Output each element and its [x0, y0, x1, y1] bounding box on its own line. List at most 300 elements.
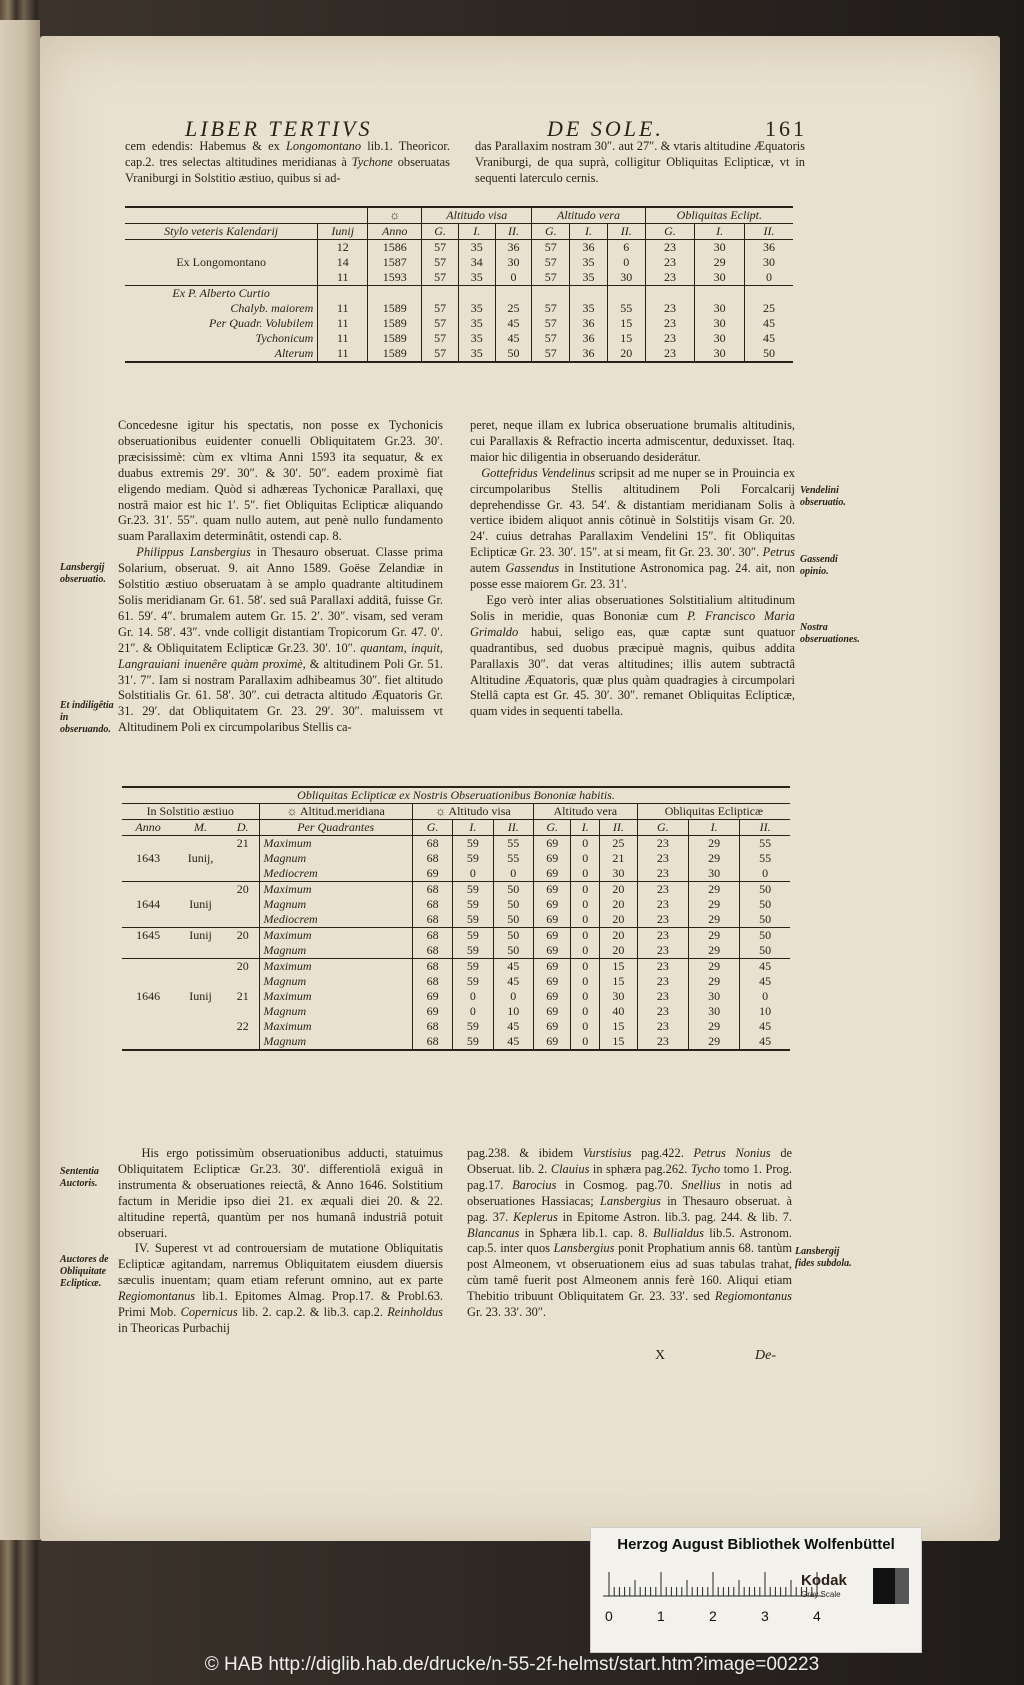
table-row: [122, 1004, 790, 1019]
day-cell: 21: [236, 989, 249, 1003]
day-cell: [227, 1004, 259, 1019]
table-header-row: [122, 820, 790, 836]
signature-mark: X: [655, 1348, 666, 1363]
month-cell: [174, 866, 227, 882]
column-header: II.: [493, 820, 533, 836]
table-cell: 59: [453, 836, 493, 852]
year-cell: [122, 1019, 174, 1034]
row-label: [125, 240, 318, 256]
table-cell: 69: [533, 943, 571, 959]
table-cell: 68: [412, 943, 452, 959]
row-label: Chalyb. maiorem: [230, 301, 314, 315]
table-cell: 23: [637, 1004, 688, 1019]
ruler-label: 3: [761, 1608, 769, 1624]
table-cell: 57: [532, 255, 570, 270]
gloss-lansbergij: Lansbergij obseruatio.: [60, 562, 106, 585]
table-cell: 23: [637, 959, 688, 975]
year-cell: [122, 974, 174, 989]
column-header: Per Quadrantes: [259, 820, 412, 836]
table-cell: 45: [495, 316, 532, 331]
table-cell: 69: [533, 928, 571, 944]
row-label: Alterum: [274, 346, 314, 360]
column-header: I.: [695, 224, 745, 240]
table-cell: 0: [571, 959, 600, 975]
day-cell: 20: [227, 882, 259, 898]
table-cell: 68: [412, 912, 452, 928]
table-cell: 45: [493, 959, 533, 975]
table-cell: 0: [571, 1034, 600, 1050]
mid-text-right: peret, neque illam ex lubrica obseruatione brumalis altitudinis, cui Parallaxis & Refractio incerta admiscentur, deduxisset. Itaq. maior hic diligentia in obseruando desiderátur. Gottefridus Vendelinus scripsit ad me nuper se in Prouincia ex circumpolaribus Stellis altitudinem Poli Forcalcarij deprehendisse Gr. 43. 54′. & distantiam meridianam Solis à vertice ibidem aliquot annis côtinuè in Solstitijs visam Gr. 20. 24′. cuius detrahas Parallaxim Vendelini 15″. fit Obliquitas Eclipticæ Gr. 23. 30′. 15″. at si meam, fit Gr. 23. 30′. 30″. Petrus autem Gassendus in Institutione Astronomica pag. 24. ait, non posse esse maiorem Gr. 23. 31′. Ego verò inter alias obseruationes Solstitialium altitudinum Solis in meridie, quas Bononiæ cum P. Francisco Maria Grimaldo habui, seligo eas, quæ captæ sunt quatuor quadrantibus, sed duobus præcipuè magnis, quibus addita Parallaxis 30″. dat veras altitudines; illis autem subtractâ Altitudine Æquatoris, quæ plus quàm quadragies à circumpolari Stellâ capta est Gr. 45. 30′. 30″. remanet Obliquitas Eclipticæ, quam vides in sequenti tabella.: [470, 418, 795, 719]
table-row: [125, 346, 793, 362]
table-cell: 50: [493, 882, 533, 898]
table-cell: 59: [453, 928, 493, 944]
table-cell: 69: [533, 866, 571, 882]
top-text-left: cem edendis: Habemus & ex Longomontano lib.1. Theoricor. cap.2. tres selectas altitudines meridianas à Tychone obseruatas Vraniburgi in Solstitio æstiuo, quibus si ad-: [125, 139, 450, 185]
table-cell: 1593: [368, 270, 422, 286]
table-cell: 29: [689, 974, 740, 989]
day-cell: 22: [236, 1019, 249, 1033]
month-cell: [174, 882, 227, 898]
table-cell: 23: [637, 1034, 688, 1050]
table-row: [122, 943, 790, 959]
table-cell: 59: [453, 1034, 493, 1050]
table-cell: 23: [645, 270, 695, 286]
table-cell: 0: [453, 1004, 493, 1019]
table-cell: 35: [458, 301, 495, 316]
table-row: [122, 882, 790, 898]
table-cell: 11: [318, 301, 368, 316]
table-cell: 30: [695, 270, 745, 286]
table-cell: 69: [533, 974, 571, 989]
table-cell: 35: [570, 270, 608, 286]
column-header: I.: [570, 224, 608, 240]
day-cell: 20: [227, 959, 259, 975]
table-cell: 57: [532, 316, 570, 331]
table-cell: [495, 286, 532, 302]
table-cell: 0: [607, 255, 645, 270]
table-cell: 57: [422, 255, 459, 270]
table-cell: 57: [532, 331, 570, 346]
running-head-left: LIBER TERTIVS: [185, 116, 373, 141]
table-cell: 34: [458, 255, 495, 270]
page-number: 161: [765, 116, 807, 141]
table-cell: 30: [744, 255, 793, 270]
table-cell: 45: [740, 959, 790, 975]
table-cell: 59: [453, 851, 493, 866]
table-row: [125, 240, 793, 256]
table-cell: 29: [689, 1019, 740, 1034]
table-cell: 21: [600, 851, 638, 866]
month-cell: [174, 943, 227, 959]
table-title: Obliquitas Eclipticæ ex Nostris Obseruationibus Bononiæ habitis.: [297, 788, 615, 802]
table-header-row: [122, 804, 790, 820]
table-cell: 59: [453, 974, 493, 989]
table-cell: 23: [637, 882, 688, 898]
table-cell: 45: [744, 316, 793, 331]
table-cell: 68: [412, 882, 452, 898]
month-cell: [174, 1034, 227, 1050]
quadrant-cell: Magnum: [259, 1034, 412, 1050]
table-cell: 30: [695, 346, 745, 362]
quadrant-cell: Mediocrem: [259, 866, 412, 882]
table-cell: 50: [495, 346, 532, 362]
group-header: Obliquitas Eclipticæ: [637, 804, 790, 820]
table-cell: 36: [744, 240, 793, 256]
group-header: ☼ Altitud.meridiana: [259, 804, 412, 820]
table-row: [122, 912, 790, 928]
table-cell: 1589: [368, 331, 422, 346]
table-cell: 69: [412, 1004, 452, 1019]
section-label: Ex P. Alberto Curtio: [125, 286, 318, 302]
table-cell: 11: [318, 316, 368, 331]
table-cell: 69: [533, 959, 571, 975]
year-cell: [122, 912, 174, 928]
table-cell: 50: [740, 943, 790, 959]
table-cell: 35: [458, 346, 495, 362]
table-cell: 50: [493, 912, 533, 928]
table-cell: 1587: [368, 255, 422, 270]
table-cell: 29: [689, 882, 740, 898]
table-cell: 12: [318, 240, 368, 256]
table-cell: 20: [600, 928, 638, 944]
gray-patch-black: [873, 1568, 895, 1604]
table-cell: 10: [493, 1004, 533, 1019]
group-header: Altitudo vera: [533, 804, 637, 820]
year-cell: 1644: [136, 897, 161, 911]
bottom-text-left: His ergo potissimùm obseruationibus adducti, statuimus Obliquitatem Eclipticæ Gr.23. 30′. differentiolâ exiguâ in instrumenta & obseruationes reiectâ, & Anno 1646. Solstitium factum in Meridie ipso diei 21. ex æquali diei 20. & 22. altitudine repertâ, quantùm per nos humanâ industriâ potuit obseruari. IV. Superest vt ad controuersiam de mutatione Obliquitatis Eclipticæ agitandam, narremus Obliquitatem eiusdem diuersis sæculis inuentam; quam etiam referunt omnino, aut ex parte Regiomontanus lib.1. Epitomes Almag. Prop.17. & Probl.63. Primi Mob. Copernicus lib. 2. cap.2. & lib.3. cap.2. Reinholdus in Theoricas Purbachij: [118, 1146, 443, 1335]
group-header: Altitudo visa: [422, 207, 532, 224]
table-cell: 20: [600, 897, 638, 912]
group-header: ☼ Altitudo visa: [412, 804, 533, 820]
table-row: [122, 959, 790, 975]
column-header: II.: [740, 820, 790, 836]
table-title-row: [122, 787, 790, 804]
table-cell: 30: [695, 331, 745, 346]
table-cell: 0: [453, 866, 493, 882]
year-cell: [122, 882, 174, 898]
table-cell: 23: [637, 989, 688, 1004]
table-cell: 68: [412, 1019, 452, 1034]
month-cell: Iunij: [189, 989, 212, 1003]
table-cell: 23: [637, 928, 688, 944]
table-cell: 23: [637, 897, 688, 912]
table-cell: [607, 286, 645, 302]
table-cell: 0: [493, 989, 533, 1004]
table-cell: 50: [493, 943, 533, 959]
table-row: [125, 316, 793, 331]
group-header: Altitudo vera: [532, 207, 645, 224]
table-cell: 69: [533, 882, 571, 898]
table-cell: 29: [689, 943, 740, 959]
table-cell: 20: [600, 943, 638, 959]
table-cell: 20: [600, 912, 638, 928]
table-cell: 45: [740, 1034, 790, 1050]
table-cell: 68: [412, 897, 452, 912]
sun-icon: ☼: [368, 207, 422, 224]
table-cell: 55: [740, 851, 790, 866]
quadrant-cell: Magnum: [259, 897, 412, 912]
table-cell: 69: [533, 1004, 571, 1019]
gloss-sententia: Sententia Auctoris.: [60, 1166, 99, 1189]
column-header: D.: [227, 820, 259, 836]
table-cell: 69: [412, 866, 452, 882]
table-row: [122, 897, 790, 912]
gloss-lansbergij-fides: Lansbergij fides subdola.: [795, 1246, 852, 1269]
group-header: In Solstitio æstiuo: [122, 804, 259, 820]
table-cell: 0: [571, 866, 600, 882]
quadrant-cell: Maximum: [259, 882, 412, 898]
header-blank: [125, 207, 368, 224]
table-cell: 36: [570, 240, 608, 256]
table-cell: 0: [571, 851, 600, 866]
table-cell: 30: [695, 240, 745, 256]
gloss-auctores: Auctores de Obliquitate Eclipticæ.: [60, 1254, 109, 1289]
month-cell: [174, 912, 227, 928]
year-cell: 1645: [122, 928, 174, 944]
table-cell: 57: [422, 346, 459, 362]
month-cell: Iunij: [174, 928, 227, 944]
table-cell: 69: [533, 1034, 571, 1050]
table-cell: 0: [453, 989, 493, 1004]
column-header: II.: [744, 224, 793, 240]
month-cell: [174, 1004, 227, 1019]
day-cell: [227, 851, 259, 866]
table-cell: 68: [412, 851, 452, 866]
month-cell: [174, 959, 227, 975]
table-row: [122, 1019, 790, 1034]
table-cell: 0: [571, 882, 600, 898]
column-header: Iunij: [318, 224, 368, 240]
table-cell: 69: [533, 989, 571, 1004]
table-cell: 29: [689, 1034, 740, 1050]
table-cell: 11: [318, 270, 368, 286]
gray-patch-dark: [895, 1568, 909, 1604]
table-cell: 57: [532, 301, 570, 316]
table-cell: 29: [689, 836, 740, 852]
table-cell: 0: [571, 1019, 600, 1034]
table-longomontano-curtio: [125, 206, 793, 363]
ruler-label: 1: [657, 1608, 665, 1624]
column-header: Anno: [122, 820, 174, 836]
table-cell: 50: [740, 897, 790, 912]
table-cell: 69: [412, 989, 452, 1004]
day-cell: 20: [227, 928, 259, 944]
table-cell: 0: [493, 866, 533, 882]
table-cell: 23: [645, 301, 695, 316]
month-cell: Iunij: [189, 897, 212, 911]
table-row: [122, 974, 790, 989]
table-cell: 57: [532, 346, 570, 362]
table-cell: 23: [637, 943, 688, 959]
table-header-row: [125, 224, 793, 240]
color-calibration-card: [590, 1527, 922, 1653]
gloss-gassendi: Gassendi opinio.: [800, 554, 838, 577]
table-cell: 30: [600, 866, 638, 882]
table-cell: 50: [744, 346, 793, 362]
quadrant-cell: Magnum: [259, 943, 412, 959]
table-cell: 0: [571, 912, 600, 928]
ruler-label: 2: [709, 1608, 717, 1624]
table-cell: 35: [570, 255, 608, 270]
table-cell: 0: [571, 989, 600, 1004]
table-row: [125, 301, 793, 316]
table-cell: 30: [695, 301, 745, 316]
table-cell: [695, 286, 745, 302]
year-cell: [122, 1034, 174, 1050]
column-header: I.: [571, 820, 600, 836]
table-cell: 45: [493, 1034, 533, 1050]
column-header: I.: [689, 820, 740, 836]
table-cell: 29: [689, 928, 740, 944]
table-cell: 50: [740, 928, 790, 944]
column-header: G.: [637, 820, 688, 836]
table-cell: 59: [453, 912, 493, 928]
column-header: II.: [607, 224, 645, 240]
table-cell: 15: [600, 1019, 638, 1034]
column-header: M.: [174, 820, 227, 836]
table-cell: 23: [637, 851, 688, 866]
table-cell: [744, 286, 793, 302]
column-header: G.: [422, 224, 459, 240]
table-cell: 45: [493, 1019, 533, 1034]
table-header-row: [125, 207, 793, 224]
table-cell: 1586: [368, 240, 422, 256]
table-cell: 0: [571, 1004, 600, 1019]
year-cell: [122, 1004, 174, 1019]
day-cell: [227, 1034, 259, 1050]
quadrant-cell: Magnum: [259, 1004, 412, 1019]
column-header: II.: [600, 820, 638, 836]
table-cell: 30: [695, 316, 745, 331]
table-cell: 57: [532, 270, 570, 286]
table-cell: 57: [422, 316, 459, 331]
table-cell: 69: [533, 1019, 571, 1034]
table-cell: 0: [571, 974, 600, 989]
table-cell: 1589: [368, 316, 422, 331]
table-cell: 45: [493, 974, 533, 989]
month-cell: [174, 1019, 227, 1034]
table-cell: 68: [412, 959, 452, 975]
quadrant-cell: Mediocrem: [259, 912, 412, 928]
table-cell: 45: [740, 974, 790, 989]
table-cell: 10: [740, 1004, 790, 1019]
running-head-center: DE SOLE.: [547, 116, 664, 141]
table-cell: 35: [458, 240, 495, 256]
row-label: Per Quadr. Volubilem: [208, 316, 314, 330]
year-cell: 1646: [136, 989, 161, 1003]
row-label: Tychonicum: [255, 331, 314, 345]
top-text-right: das Parallaxim nostram 30″. aut 27″. & vtaris altitudine Æquatoris Vraniburgi, de qua suprà, colligitur Obliquitas Eclipticæ, vt in sequenti laterculo cernis.: [475, 139, 805, 185]
table-row: [125, 286, 793, 302]
table-cell: 30: [689, 866, 740, 882]
quadrant-cell: Maximum: [259, 959, 412, 975]
table-cell: 0: [495, 270, 532, 286]
table-cell: 23: [645, 331, 695, 346]
row-label: [125, 270, 318, 286]
table-bononia-observations: [122, 786, 790, 1051]
table-cell: [532, 286, 570, 302]
table-cell: 30: [495, 255, 532, 270]
row-label: Ex Longomontano: [176, 255, 266, 269]
day-cell: [227, 974, 259, 989]
table-cell: 30: [607, 270, 645, 286]
table-cell: 25: [600, 836, 638, 852]
table-cell: 68: [412, 974, 452, 989]
column-header: II.: [495, 224, 532, 240]
day-cell: 21: [227, 836, 259, 852]
table-cell: 35: [570, 301, 608, 316]
table-cell: 35: [458, 331, 495, 346]
table-cell: [645, 286, 695, 302]
column-header: Stylo veteris Kalendarij: [125, 224, 318, 240]
table-cell: 30: [689, 1004, 740, 1019]
month-cell: Iunij,: [187, 851, 214, 865]
table-cell: 25: [495, 301, 532, 316]
kodak-logo: Kodak: [801, 1572, 847, 1589]
table-cell: 45: [744, 331, 793, 346]
quadrant-cell: Maximum: [259, 928, 412, 944]
facing-page-edge: [0, 20, 40, 1540]
table-cell: 57: [422, 331, 459, 346]
kodak-gray-scale: [781, 1568, 911, 1608]
gloss-indiligentia: Et indiligêtia in obseruando.: [60, 700, 114, 735]
table-cell: 35: [458, 270, 495, 286]
table-cell: 11: [318, 331, 368, 346]
table-cell: 15: [607, 316, 645, 331]
mid-text-left: Concedesne igitur his spectatis, non posse ex Tychonicis obseruationibus euidenter conuelli Obliquitatem Gr.23. 30′. præcisissimè: cùm ex vltima Anni 1593 ita sequatur, & ex duabus extremis 29′. 30″. & 30′. 50″. eadem proximè fiat eligendo mediam. Quòd si adhæreas Tychonicæ Parallaxi, quę nostrâ maior est hic 1′. 5″. fiet Obliquitas Eclipticæ aliquando Gr.23. 31′. 55″. quam nullo autem, aut penè nullo fundamento suam Parallaxim determinâtit, ostendi cap. 8. Philippus Lansbergius in Thesauro obseruat. Classe prima Solarium, obseruat. 9. ait Anno 1589. Goëse Zelandiæ in Solstitio æstiuo obseruatam à se amplo quadrante altitudinem Solis meridianam Gr. 61. 58′. sed suâ Parallaxi additâ, fuisse Gr. 61. 59′. 4″. brumalem autem Gr. 15. 2′. 30″. visam, sed veram Gr. 14. 58′. 43″. vnde colligit distantiam Tropicorum Gr. 47. 0′. 21″. & Obliquitatem Eclipticæ Gr.23. 30′. 10″. quantam, inquit, Langrauiani inuenêre quàm proximè, & altitudinem Poli Gr. 51. 31′. 7″. Iam si nostram Parallaxim adhibeamus 30″. fiet altitudo Solstitialis Gr. 61. 58′. 30″. cui detracta altitudo Æquatoris Gr. 31. 29′. dat Obliquitatem Gr. 23. 29′. 30″. maluissem vt Altitudinem Poli ex circumpolaribus Stellis ca-: [118, 418, 444, 735]
table-cell: 0: [744, 270, 793, 286]
table-cell: 15: [600, 974, 638, 989]
table-row: [122, 836, 790, 852]
table-cell: [422, 286, 459, 302]
year-cell: [122, 836, 174, 852]
catchword: De-: [755, 1348, 776, 1363]
table-row: [122, 866, 790, 882]
table-cell: 20: [600, 882, 638, 898]
table-cell: 1589: [368, 301, 422, 316]
table-cell: 30: [600, 989, 638, 1004]
table-cell: 55: [493, 836, 533, 852]
month-cell: [174, 836, 227, 852]
table-cell: [368, 286, 422, 302]
table-cell: 29: [689, 897, 740, 912]
column-header: G.: [645, 224, 695, 240]
table-cell: 0: [571, 897, 600, 912]
table-cell: 36: [570, 316, 608, 331]
table-row: [122, 851, 790, 866]
table-cell: 57: [422, 240, 459, 256]
table-cell: 15: [600, 1034, 638, 1050]
table-cell: 55: [740, 836, 790, 852]
table-cell: 50: [740, 882, 790, 898]
year-cell: [122, 959, 174, 975]
table-cell: 59: [453, 882, 493, 898]
table-cell: 68: [412, 1034, 452, 1050]
table-cell: 55: [607, 301, 645, 316]
group-header: Obliquitas Eclipt.: [645, 207, 793, 224]
table-row: [125, 255, 793, 270]
table-cell: 0: [740, 989, 790, 1004]
table-row: [125, 331, 793, 346]
ruler-label: 4: [813, 1608, 821, 1624]
ruler-label: 0: [605, 1608, 613, 1624]
table-cell: 20: [607, 346, 645, 362]
table-cell: 57: [422, 270, 459, 286]
table-cell: 57: [422, 301, 459, 316]
table-cell: 30: [689, 989, 740, 1004]
quadrant-cell: Maximum: [259, 1019, 412, 1034]
table-cell: 0: [740, 866, 790, 882]
